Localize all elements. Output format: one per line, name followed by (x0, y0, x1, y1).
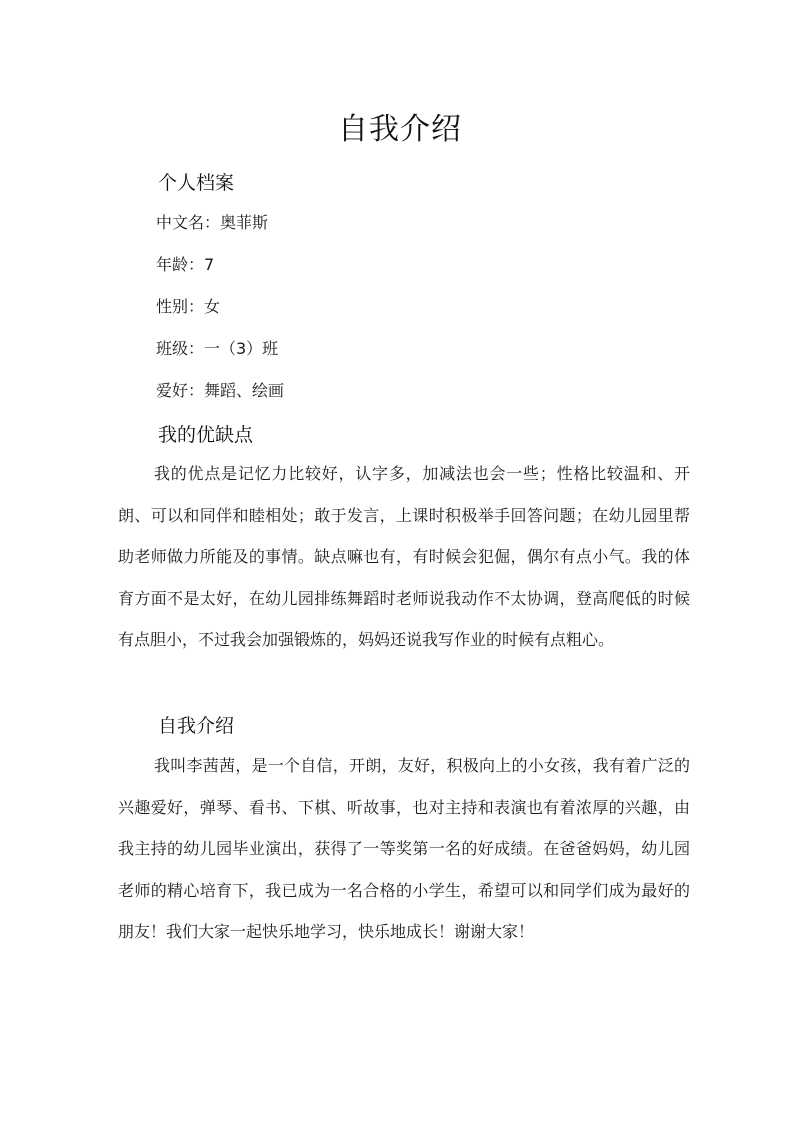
profile-chinese-name: 中文名：奥菲斯 (156, 213, 269, 232)
strengths-paragraph: 我的优点是记忆力比较好，认字多，加减法也会一些；性格比较温和、开朗、可以和同伴和睦相处；敢于发言，上课时积极举手回答问题；在幼儿园里帮助老师做力所能及的事情。缺点嘛也有，有时候会犯倔，偶尔有点小气。我的体育方面不是太好，在幼儿园排练舞蹈时老师说我动作不太协调，登高爬低的时候有点胆小，不过我会加强锻炼的，妈妈还说我写作业的时候有点粗心。 (118, 464, 690, 649)
profile-heading: 个人档案 (158, 172, 235, 194)
strengths-heading: 我的优缺点 (158, 424, 254, 446)
intro-paragraph: 我叫李茜茜，是一个自信，开朗，友好，积极向上的小女孩，我有着广泛的兴趣爱好，弹琴、看书、下棋、听故事，也对主持和表演也有着浓厚的兴趣，由我主持的幼儿园毕业演出，获得了一等奖第一名的好成绩。在爸爸妈妈，幼儿园老师的精心培育下，我已成为一名合格的小学生，希望可以和同学们成为最好的朋友！我们大家一起快乐地学习，快乐地成长！谢谢大家！ (118, 756, 690, 941)
intro-heading: 自我介绍 (158, 715, 235, 737)
profile-gender: 性别：女 (156, 297, 221, 316)
document-title: 自我介绍 (338, 112, 462, 147)
profile-class: 班级：一（3）班 (156, 339, 279, 358)
profile-hobbies: 爱好：舞蹈、绘画 (156, 381, 285, 400)
profile-age: 年龄：7 (156, 255, 215, 274)
